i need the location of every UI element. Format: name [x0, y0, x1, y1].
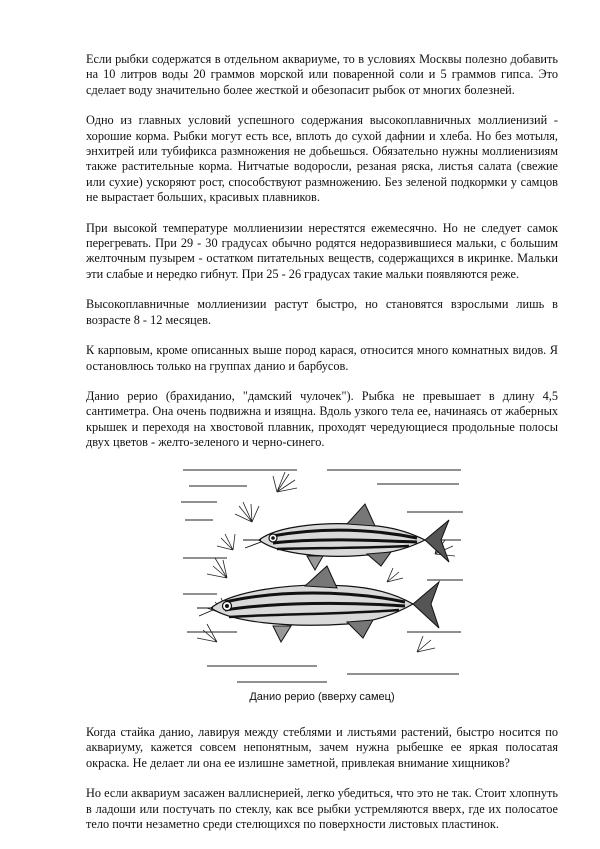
paragraph-vallisneria: Но если аквариум засажен валлиснерией, легко убедиться, что это не так. Стоит хлопнуть в ладоши или постучать по стеклу, как все рыбки устремляются вверх, где их полосатое тело почти незаметно среди стелющихся по поверхности листовых пластинок. — [86, 786, 558, 831]
paragraph-food: Одно из главных условий успешного содержания высокоплавничных моллиенизий - хорошие корма. Рыбки могут есть все, вплоть до сухой дафнии и хлеба. Но без мотыля, энхитрей или тубификса размножения не добьешься. Обязательно нужны моллиенизиям также растительные корма. Нитчатые водоросли, резаная ряска, листья салата (свежие или сухие) ускоряют рост, способствуют размножению. Без зеленой подкормки у самцов не вырастает больших, красивых плавников. — [86, 113, 558, 205]
paragraph-carp: К карповым, кроме описанных выше пород карася, относится много комнатных видов. Я остановлюсь только на группах данио и барбусов. — [86, 343, 558, 373]
figure-caption: Данио рерио (вверху самец) — [249, 690, 395, 703]
female-fish — [197, 566, 439, 642]
male-fish — [243, 504, 449, 570]
danio-drawing — [177, 462, 467, 686]
document-page — [86, 52, 558, 847]
danio-illustration — [177, 462, 467, 686]
paragraph-danio: Данио рерио (брахиданио, "дамский чулочек"). Рыбка не превышает в длину 4,5 сантиметра. Она очень подвижна и изящна. Вдоль узкого тела ее, начинаясь от жаберных крышек и переходя на хвостовой плавник, проходят чередующиеся продольные полосы двух цветов - желто-зеленого и черно-синего. — [86, 388, 558, 450]
paragraph-salt: Если рыбки содержатся в отдельном аквариуме, то в условиях Москвы полезно добавить на 10 литров воды 20 граммов морской или поваренной соли и 5 граммов гипса. Это сделает воду значительно более жесткой и обезопасит рыбок от многих болезней. — [86, 52, 558, 97]
paragraph-growth: Высокоплавничные моллиенизии растут быстро, но становятся взрослыми лишь в возрасте 8 - 12 месяцев. — [86, 297, 558, 327]
paragraph-school: Когда стайка данио, лавируя между стеблями и листьями растений, быстро носится по аквариуму, кажется совсем непонятным, зачем нужна рыбешке ее яркая полосатая окраска. Не делает ли она ее излишне заметной, привлекая внимание хищников? — [86, 724, 558, 770]
paragraph-temperature: При высокой температуре моллиенизии нерестятся ежемесячно. Но не следует самок перегревать. При 29 - 30 градусах обычно родятся недоразвившиеся мальки, с большим желточным пузырем - остатком питательных веществ, содержащихся в икринке. Мальки эти слабые и нередко гибнут. При 25 - 26 градусах такие мальки появляются реже. — [86, 220, 558, 281]
